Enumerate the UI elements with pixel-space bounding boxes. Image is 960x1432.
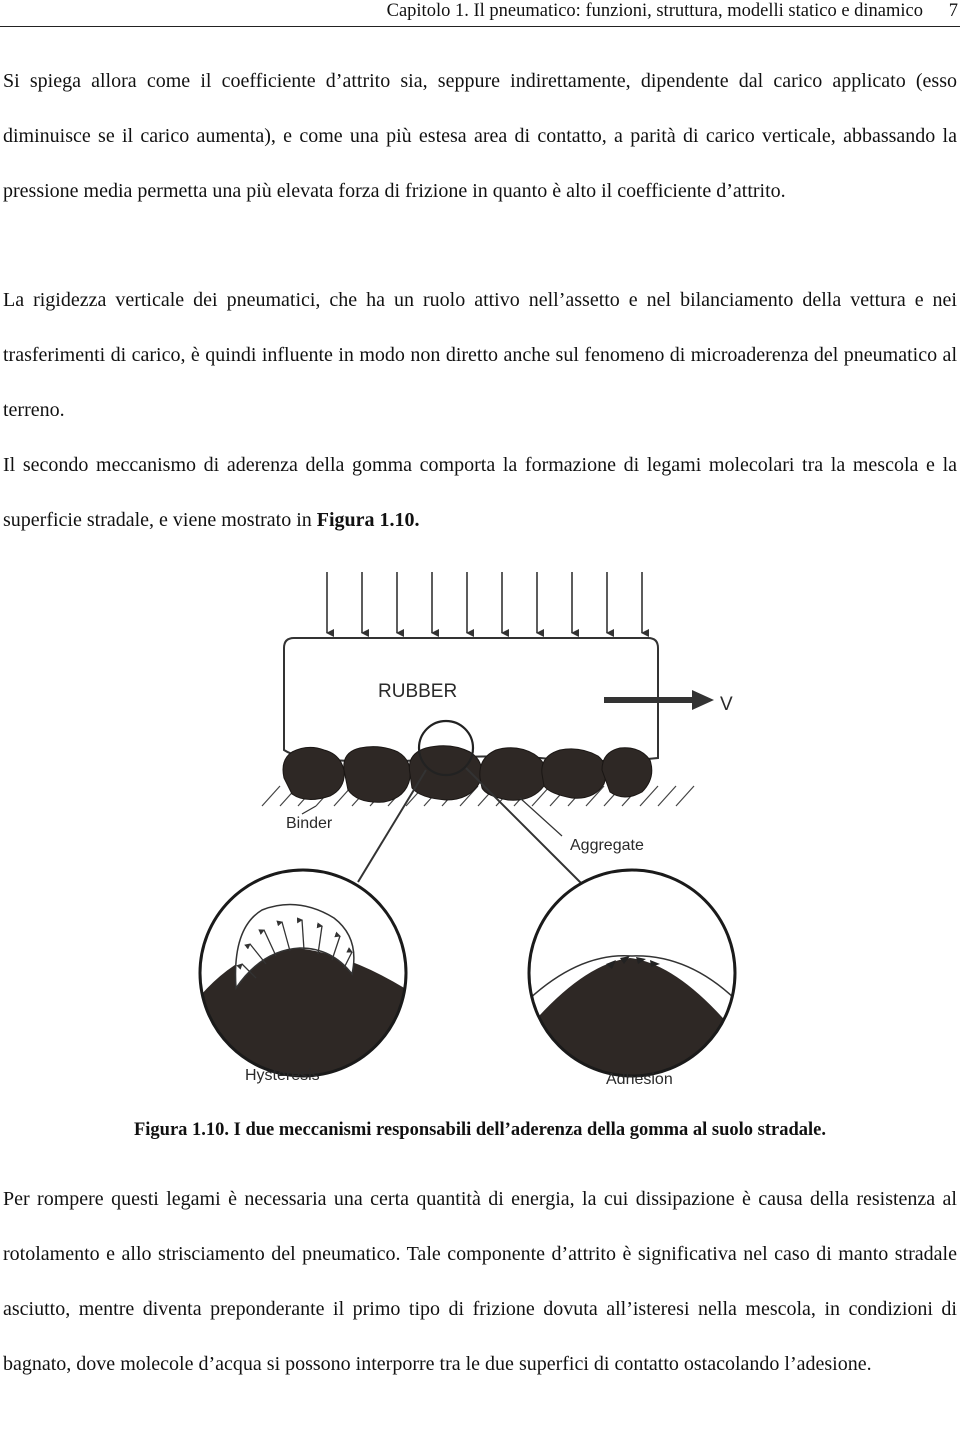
figure-reference: Figura 1.10. [316, 509, 420, 531]
figure-1-10 [0, 560, 960, 1100]
chapter-title: Capitolo 1. Il pneumatico: funzioni, struttura, modelli statico e dinamico [386, 1, 923, 21]
paragraph-1: Si spiega allora come il coefficiente d’attrito sia, seppure indirettamente, dipendente dal carico applicato (esso diminuisce se il carico aumenta), e come una più estesa area di contatto, a parità di carico verticale, abbassando la pressione media permetta una più elevata forza di frizione in quanto è alto il coefficiente d’attrito. [3, 70, 957, 202]
binder-label: Binder [286, 815, 333, 832]
running-header [0, 0, 960, 27]
page-number: 7 [948, 1, 958, 21]
load-arrows [327, 572, 642, 633]
paragraph-4: Per rompere questi legami è necessaria una certa quantità di energia, la cui dissipazione è causa della resistenza al rotolamento e allo strisciamento del pneumatico. Tale componente d’attrito è significativa nel caso di manto stradale asciutto, mentre diventa preponderante il primo tipo di frizione dovuta all’isteresi nella mescola, in condizioni di bagnato, dove molecole d’acqua si possono interporre tra le due superfici di contatto ostacolando l’adesione. [3, 1188, 957, 1375]
adhesion-label: Adhesion [606, 1071, 673, 1088]
paragraph-2: La rigidezza verticale dei pneumatici, che ha un ruolo attivo nell’assetto e nel bilanciamento della vettura e nei trasferimenti di carico, è quindi influente in modo non diretto anche sul fenomeno di microaderenza del pneumatico al terreno. [3, 289, 957, 421]
rubber-block [284, 638, 658, 762]
rubber-label: RUBBER [378, 681, 458, 702]
adhesion-detail [520, 870, 740, 1090]
hysteresis-detail [190, 870, 420, 1090]
paragraph-3-text: Il secondo meccanismo di aderenza della gomma comporta la formazione di legami molecolari tra la mescola e la superficie stradale, e viene mostrato in [3, 454, 957, 531]
hysteresis-label: Hysteresis [245, 1067, 320, 1084]
binder-leader [302, 806, 316, 814]
aggregate-leader [520, 798, 562, 836]
velocity-label: V [720, 694, 733, 715]
paragraph-3 [3, 438, 957, 548]
friction-mechanisms-diagram [0, 560, 960, 1100]
aggregate-label: Aggregate [570, 837, 644, 854]
figure-caption: Figura 1.10. I due meccanismi responsabili dell’aderenza della gomma al suolo stradale. [133, 1120, 827, 1140]
